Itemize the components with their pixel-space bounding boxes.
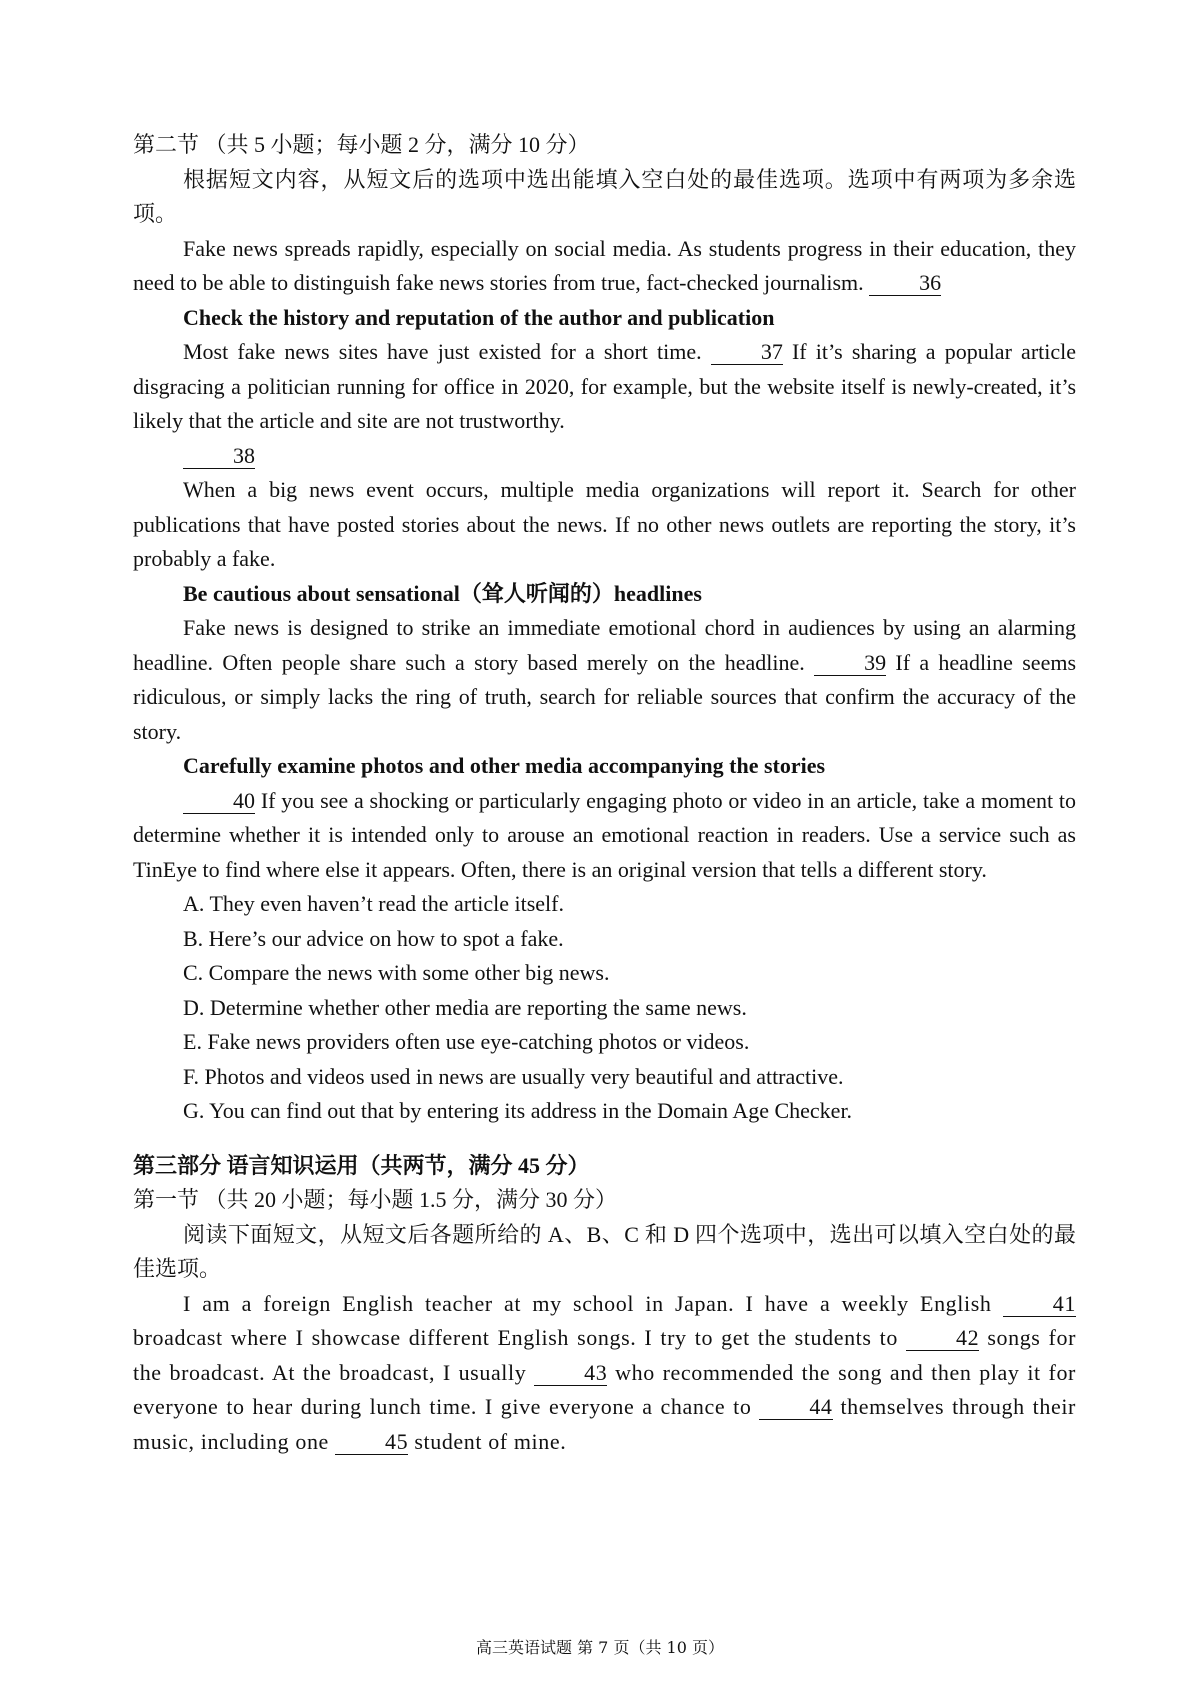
cloze-paragraph — [133, 1287, 1076, 1460]
section2-instruction: 根据短文内容，从短文后的选项中选出能填入空白处的最佳选项。选项中有两项为多余选项。 — [133, 166, 1076, 226]
passage-subheading-1: Check the history and reputation of the author and publication — [183, 304, 775, 330]
paragraph-text: who recommended the song and then play it for everyone to hear during lunch time. I give everyone a chance to — [133, 1359, 1076, 1419]
page-content — [133, 128, 1076, 1459]
paragraph-text: broadcast where I showcase different English songs. I try to get the students to — [133, 1325, 898, 1350]
option-b: B. Here’s our advice on how to spot a fake. — [183, 925, 564, 951]
blank-44: 44 — [759, 1395, 832, 1420]
blank-45: 45 — [335, 1430, 408, 1455]
blank-36: 36 — [869, 271, 941, 296]
passage-subheading-2: Be cautious about sensational（耸人听闻的）headlines — [183, 580, 702, 606]
option-d: D. Determine whether other media are reporting the same news. — [183, 994, 747, 1020]
part3-instruction: 阅读下面短文，从短文后各题所给的 A、B、C 和 D 四个选项中，选出可以填入空白处的最佳选项。 — [133, 1221, 1076, 1281]
passage-paragraph-4 — [133, 611, 1076, 749]
option-c: C. Compare the news with some other big news. — [183, 960, 610, 985]
paragraph-text: Most fake news sites have just existed for a short time. — [183, 339, 702, 364]
passage-paragraph-2 — [133, 335, 1076, 439]
blank-42: 42 — [906, 1326, 979, 1351]
option-e: E. Fake news providers often use eye-catching photos or videos. — [183, 1029, 750, 1054]
paragraph-text: If a headline seems ridiculous, or simply lacks the ring of truth, search for reliable sources that confirm the accuracy of the story. — [133, 649, 1077, 744]
section-gap — [133, 1129, 1076, 1149]
paragraph-text: Fake news is designed to strike an immediate emotional chord in audiences by using an alarming headline. Often people share such a story based merely on the headline. — [133, 615, 1076, 675]
option-g: G. You can find out that by entering its address in the Domain Age Checker. — [183, 1098, 853, 1123]
answer-options — [133, 887, 1076, 1129]
blank-37: 37 — [711, 340, 783, 365]
paragraph-text: Fake news spreads rapidly, especially on social media. As students progress in their education, they need to be able to distinguish fake news stories from true, fact-checked journalism. — [133, 235, 1076, 295]
passage-subheading-3: Carefully examine photos and other media accompanying the stories — [183, 753, 826, 778]
page-footer: 高三英语试题 第 7 页（共 10 页） — [476, 1638, 724, 1657]
paragraph-text: student of mine. — [414, 1428, 567, 1454]
option-a: A. They even haven’t read the article itself. — [183, 891, 564, 916]
blank-41: 41 — [1003, 1292, 1076, 1317]
paragraph-text: themselves through their music, including one — [133, 1394, 1076, 1454]
paragraph-text: I am a foreign English teacher at my school in Japan. I have a weekly English — [183, 1290, 992, 1316]
section2-heading: 第二节 （共 5 小题；每小题 2 分，满分 10 分） — [133, 132, 590, 157]
part3-heading: 第三部分 语言知识运用（共两节，满分 45 分） — [133, 1152, 590, 1178]
blank-40: 40 — [183, 789, 255, 814]
blank-39: 39 — [814, 651, 886, 676]
blank-38: 38 — [183, 444, 255, 469]
part3-sub-heading: 第一节 （共 20 小题；每小题 1.5 分，满分 30 分） — [133, 1187, 618, 1212]
passage-paragraph-1 — [133, 232, 1076, 301]
paragraph-text: songs for the broadcast. At the broadcast, I usually — [133, 1325, 1076, 1385]
passage-paragraph-3: When a big news event occurs, multiple media organizations will report it. Search for other publications that have posted stories about the news. If no other news outlets are reporting the story, it’s probably a fake. — [133, 477, 1076, 571]
passage-paragraph-5 — [133, 784, 1076, 888]
paragraph-text: If it’s sharing a popular article disgracing a politician running for office in 2020, for example, but the website itself is newly-created, it’s likely that the article and site are not trustworthy. — [133, 339, 1077, 433]
blank-43: 43 — [534, 1361, 607, 1386]
option-f: F. Photos and videos used in news are usually very beautiful and attractive. — [183, 1063, 844, 1089]
passage-subheading-blank — [133, 439, 1076, 474]
paragraph-text: If you see a shocking or particularly engaging photo or video in an article, take a moment to determine whether it is intended only to arouse an emotional reaction in readers. Use a service such as TinEye to find where else it appears. Often, there is an original version that tells a different story. — [133, 787, 1076, 882]
